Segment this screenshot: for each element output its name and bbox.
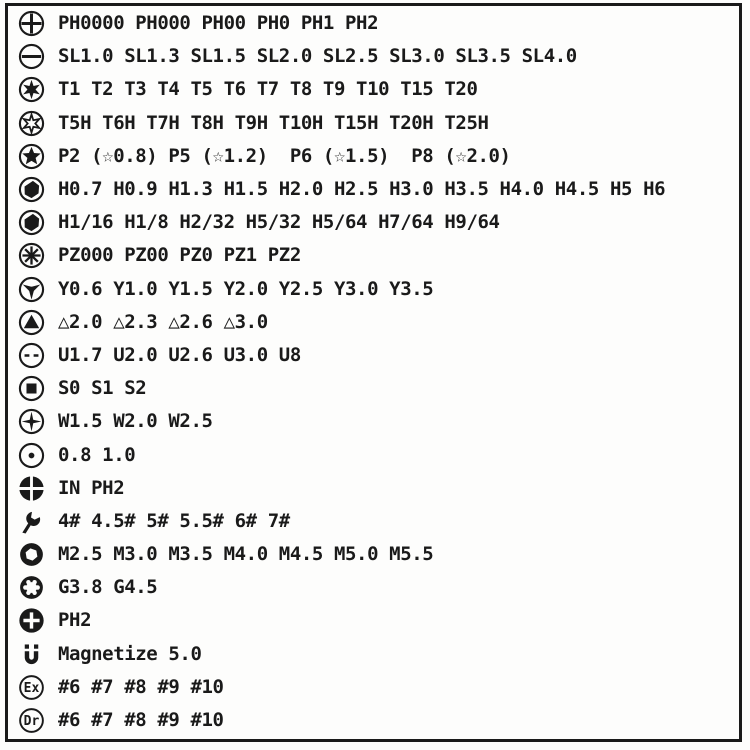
dot-icon — [18, 442, 45, 469]
spec-row-text: G3.8 G4.5 — [58, 576, 158, 599]
pozidriv-icon — [18, 242, 45, 269]
driver-row — [18, 704, 738, 737]
pozidriv-row — [18, 239, 738, 272]
hex-socket-row — [18, 538, 738, 571]
spec-row-text: IN PH2 — [58, 476, 125, 499]
spec-row-text: H1/16 H1/8 H2/32 H5/32 H5/64 H7/64 H9/64 — [58, 211, 500, 234]
gear-icon — [18, 574, 45, 601]
spec-row-text: △2.0 △2.3 △2.6 △3.0 — [58, 310, 268, 333]
spec-row-text: 4# 4.5# 5# 5.5# 6# 7# — [58, 509, 290, 532]
spec-row-text: H0.7 H0.9 H1.3 H1.5 H2.0 H2.5 H3.0 H3.5 H4.0 H4.5 H5 H6 — [58, 178, 666, 201]
hex-filled-icon — [18, 176, 45, 203]
spec-row-list — [18, 7, 738, 737]
magnet-icon — [18, 641, 45, 668]
spec-row-text: #6 #7 #8 #9 #10 — [58, 675, 224, 698]
spec-row-text: W1.5 W2.0 W2.5 — [58, 410, 213, 433]
spec-row-text: 0.8 1.0 — [58, 443, 136, 466]
spec-row-text: T1 T2 T3 T4 T5 T6 T7 T8 T9 T10 T15 T20 — [58, 78, 478, 101]
spec-row-text: PZ000 PZ00 PZ0 PZ1 PZ2 — [58, 244, 301, 267]
dr-badge-icon — [18, 707, 45, 734]
ex-badge-icon — [18, 674, 45, 701]
w-type-icon — [18, 408, 45, 435]
y-type-icon — [18, 276, 45, 303]
gear-row — [18, 571, 738, 604]
slotted-row — [18, 40, 738, 73]
hex-imperial-row — [18, 206, 738, 239]
magnetize-row — [18, 638, 738, 671]
spec-row-text: P2 (☆0.8) P5 (☆1.2) P6 (☆1.5) P8 (☆2.0) — [58, 144, 511, 167]
hex-metric-row — [18, 173, 738, 206]
spec-row-text: Magnetize 5.0 — [58, 642, 202, 665]
torx-icon — [18, 76, 45, 103]
triangle-icon — [18, 309, 45, 336]
phillips-outline-icon — [18, 10, 45, 37]
phillips-solid-icon — [18, 607, 45, 634]
spec-row-text: PH0000 PH000 PH00 PH0 PH1 PH2 — [58, 12, 379, 35]
square-row — [18, 372, 738, 405]
spec-row-text: S0 S1 S2 — [58, 377, 147, 400]
spec-row-text: Y0.6 Y1.0 Y1.5 Y2.0 Y2.5 Y3.0 Y3.5 — [58, 277, 434, 300]
hex-socket-icon — [18, 541, 45, 568]
spec-row-text: PH2 — [58, 609, 92, 632]
torx-row — [18, 73, 738, 106]
torx-security-row — [18, 107, 738, 140]
spec-row-text: M2.5 M3.0 M3.5 M4.0 M4.5 M5.0 M5.5 — [58, 543, 434, 566]
u-type-row — [18, 339, 738, 372]
hex-filled-icon — [18, 209, 45, 236]
quadrant-icon — [18, 475, 45, 502]
phillips-row — [18, 7, 738, 40]
torx-security-icon — [18, 110, 45, 137]
spec-row-text: U1.7 U2.0 U2.6 U3.0 U8 — [58, 343, 301, 366]
square-icon — [18, 375, 45, 402]
u-type-icon — [18, 342, 45, 369]
w-type-row — [18, 405, 738, 438]
wrench-row — [18, 505, 738, 538]
wrench-icon — [18, 508, 45, 535]
in-phillips-row — [18, 472, 738, 505]
y-type-row — [18, 273, 738, 306]
slotted-icon — [18, 43, 45, 70]
spec-row-text: SL1.0 SL1.3 SL1.5 SL2.0 SL2.5 SL3.0 SL3.5 SL4.0 — [58, 45, 577, 68]
extension-row — [18, 671, 738, 704]
spec-row-text: T5H T6H T7H T8H T9H T10H T15H T20H T25H — [58, 111, 489, 134]
phillips-solid-row — [18, 604, 738, 637]
pentalobe-row — [18, 140, 738, 173]
pentalobe-icon — [18, 143, 45, 170]
spec-row-text: #6 #7 #8 #9 #10 — [58, 709, 224, 732]
dot-row — [18, 438, 738, 471]
triangle-row — [18, 306, 738, 339]
